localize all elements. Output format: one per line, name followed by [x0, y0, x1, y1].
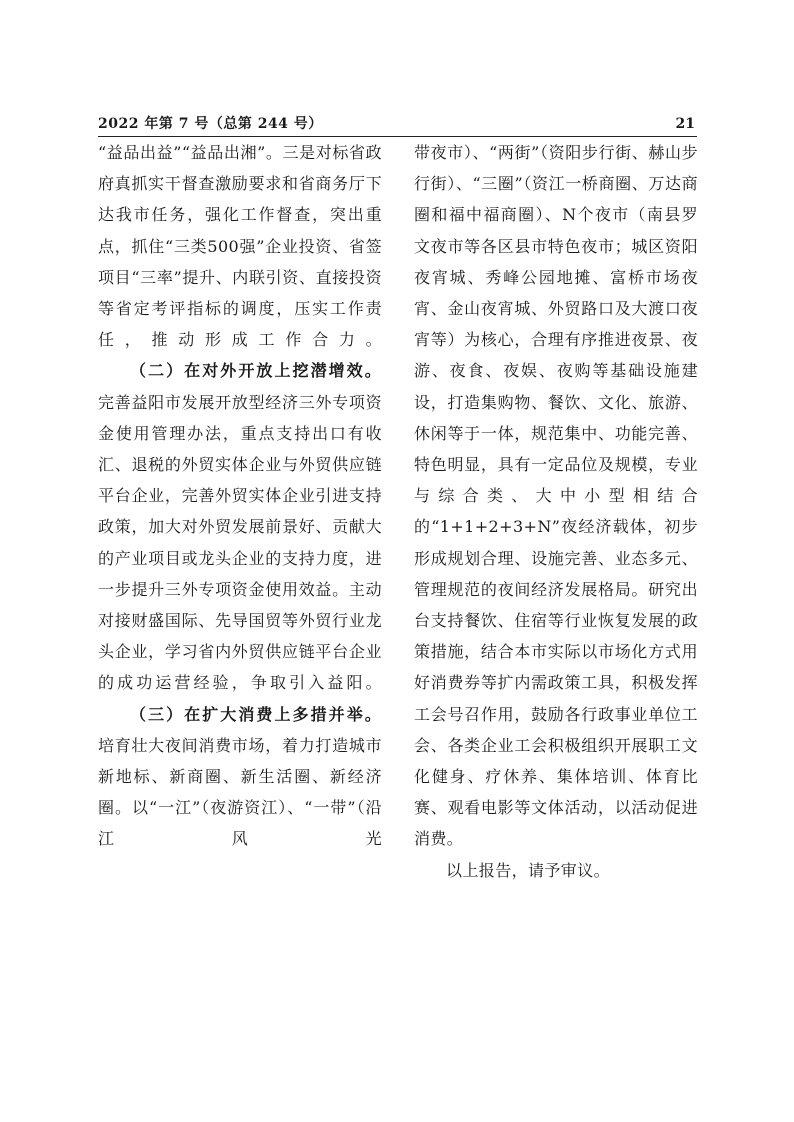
issue-label: 2022 年第 7 号（总第 244 号） [98, 116, 323, 132]
paragraph-text: 培育壮大夜间消费市场，着力打造城市新地标、新商圈、新生活圈、新经济圈。以“一江”（夜游资江）、“一带”（沿江风光 [98, 735, 382, 849]
paragraph-text: “益品出益”“益品出湘”。三是对标省政府真抓实干督查激励要求和省商务厅下达我市任务，强化工作督查，突出重点，抓住“三类500强”企业投资、省签项目“三率”提升、内联引资、直接投资等省定考评指标的调度，压实工作责任，推动形成工作合力。 [98, 143, 382, 350]
section-heading-2: （二）在对外开放上挖潜增效。 [130, 361, 382, 381]
closing-remark: 以上报告，请予审议。 [446, 860, 611, 880]
paragraph-text: 完善益阳市发展开放型经济三外专项资金使用管理办法，重点支持出口有收汇、退税的外贸实体企业与外贸供应链平台企业，完善外贸实体企业引进支持政策，加大对外贸发展前景好、贡献大的产业项目或龙头企业的支持力度，进一步提升三外专项资金使用效益。主动对接财盛国际、先导国贸等外贸行业龙头企业，学习省内外贸供应链平台企业的成功运营经验，争取引入益阳。 [98, 392, 382, 693]
paragraph-night-economy [414, 137, 698, 855]
page-number: 21 [675, 116, 695, 132]
paragraph-text: 带夜市）、“两街”（资阳步行街、赫山步行街）、“三圈”（资江一桥商圈、万达商圈和福中福商圈）、N个夜市（南县罗文夜市等各区县市特色夜市；城区资阳夜宵城、秀峰公园地摊、富桥市场夜宵、金山夜宵城、外贸路口及大渡口夜宵等）为核心，合理有序推进夜景、夜游、夜食、夜娱、夜购等基础设施建设，打造集购物、餐饮、文化、旅游、休闲等于一体，规范集中、功能完善、特色明显，具有一定品位及规模，专业与综合类、大中小型相结合的“1+1+2+3+N”夜经济载体，初步形成规划合理、设施完善、业态多元、管理规范的夜间经济发展格局。研究出台支持餐饮、住宿等行业恢复发展的政策措施，结合本市实际以市场化方式用好消费券等扩内需政策工具，积极发挥工会号召作用，鼓励各行政事业单位工会、各类企业工会积极组织开展职工文化健身、疗休养、集体培训、体育比赛、观看电影等文体活动，以活动促进消费。 [414, 143, 698, 849]
section-heading-3: （三）在扩大消费上多措并举。 [130, 704, 382, 724]
paragraph-consumption [98, 699, 382, 855]
paragraph-continued [98, 137, 382, 355]
running-header [98, 114, 697, 137]
left-column [98, 137, 382, 855]
right-column [414, 137, 698, 886]
paragraph-opening-up [98, 355, 382, 698]
